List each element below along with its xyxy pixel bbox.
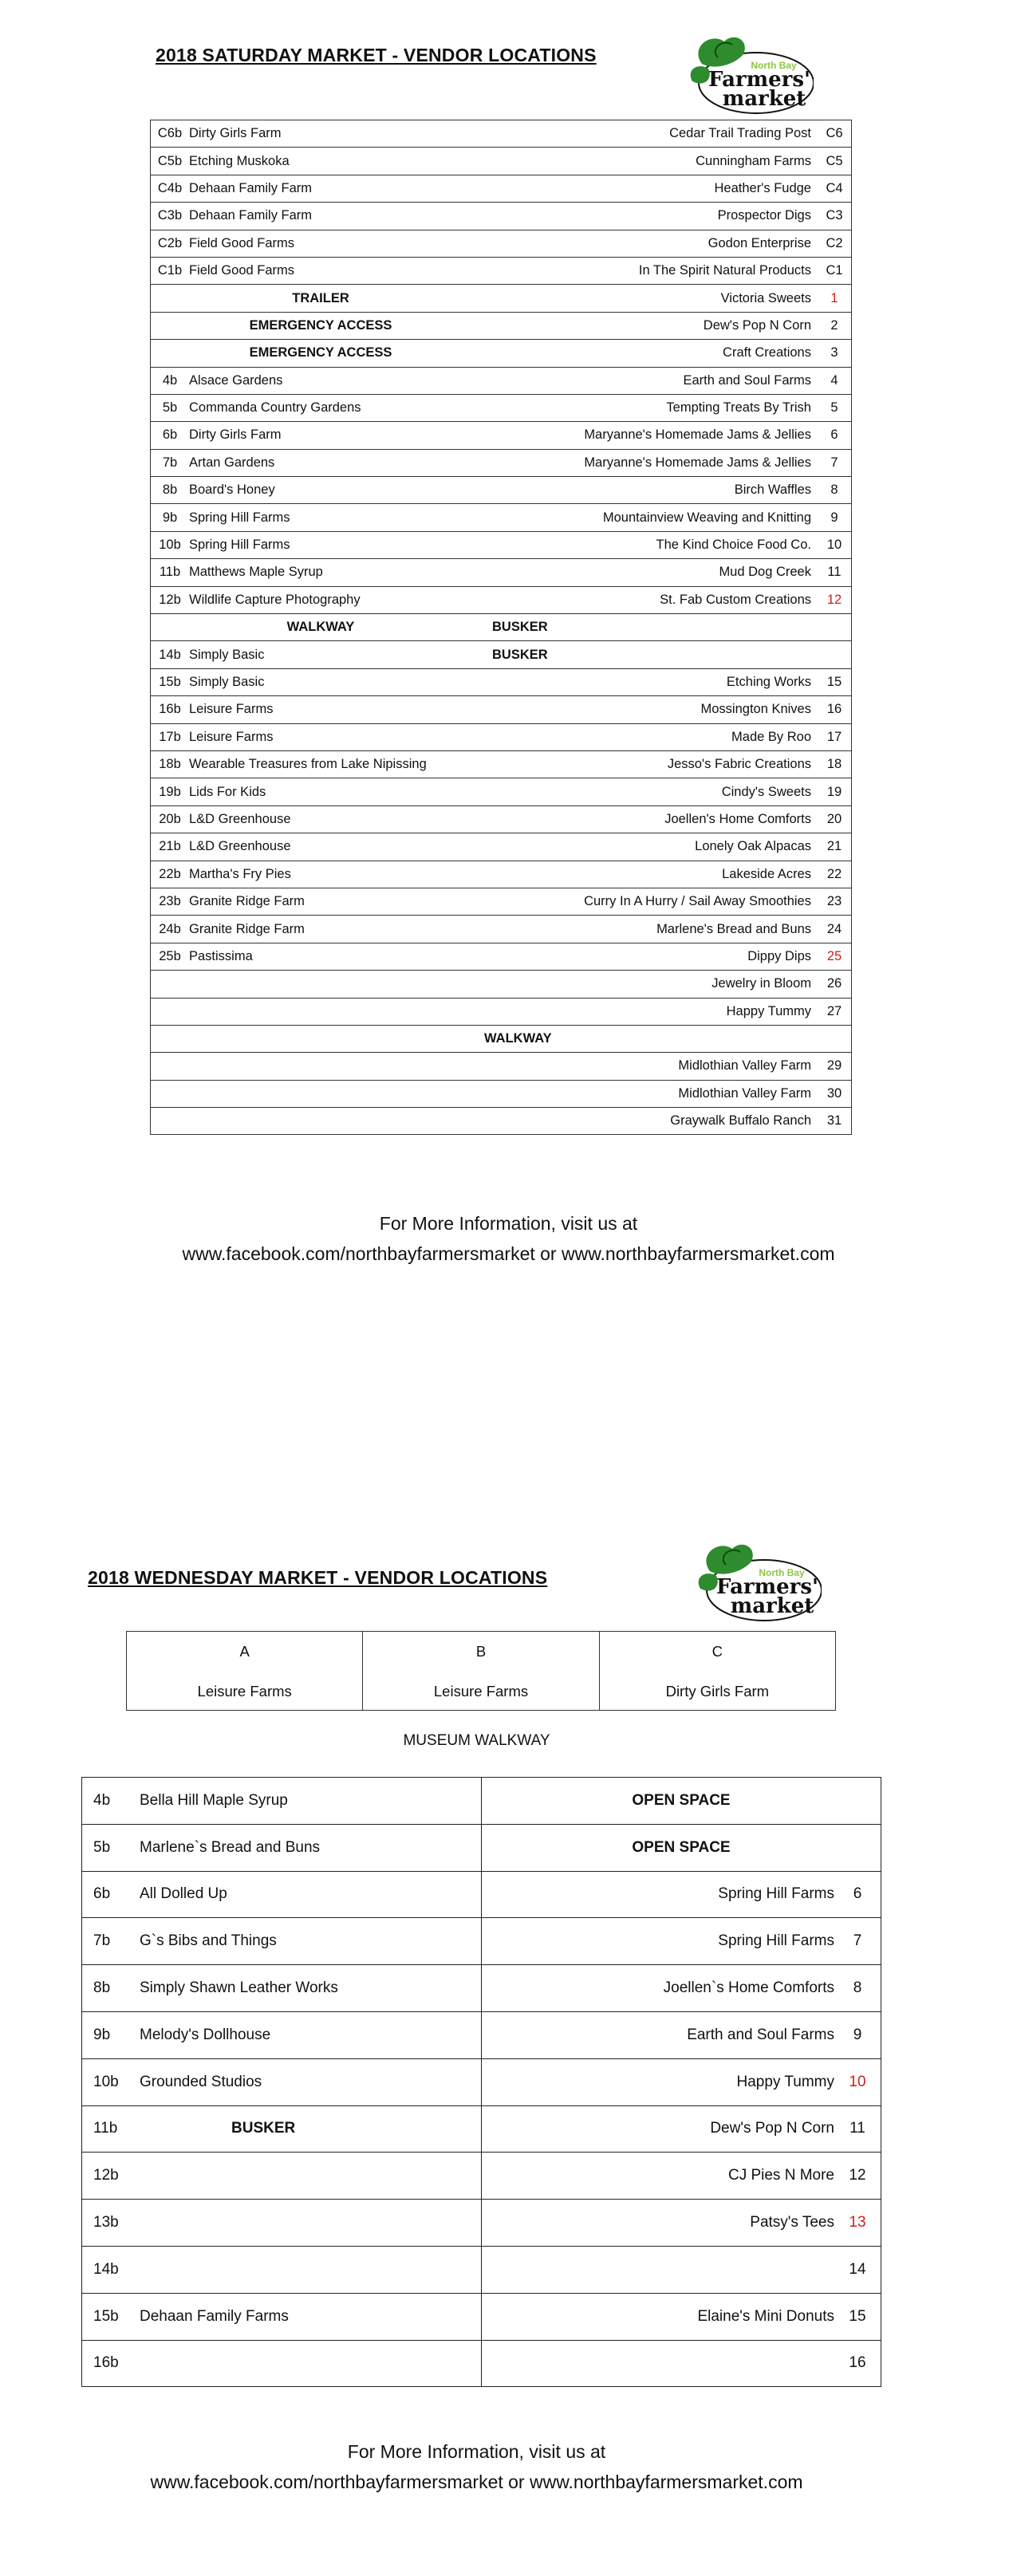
right-vendor-name: Patsy's Tees	[750, 2214, 834, 2231]
logo-line1: North Bay	[751, 60, 797, 71]
table-row	[151, 394, 852, 421]
right-stall-code	[818, 1025, 852, 1052]
right-vendor-name: Jesso's Fabric Creations	[452, 750, 818, 778]
right-vendor-name: Maryanne's Homemade Jams & Jellies	[452, 422, 818, 449]
table-row	[82, 2200, 881, 2247]
left-stall-code: 5b	[151, 394, 190, 421]
saturday-title: 2018 SATURDAY MARKET - VENDOR LOCATIONS	[156, 45, 597, 65]
left-vendor-name: WALKWAY	[189, 614, 452, 641]
left-vendor-name: Dehaan Family Farms	[140, 2307, 289, 2325]
left-vendor-name: Artan Gardens	[189, 449, 452, 476]
left-stall-code	[151, 614, 190, 641]
table-row	[151, 504, 852, 531]
wednesday-logo	[694, 1539, 822, 1627]
abc-vendor: Leisure Farms	[433, 1683, 529, 1700]
table-row	[151, 861, 852, 888]
table-row	[151, 449, 852, 476]
table-row	[151, 805, 852, 833]
left-stall-code: 8b	[93, 1979, 111, 1997]
table-row	[151, 916, 852, 943]
left-stall-code: 19b	[151, 778, 190, 805]
table-row	[82, 2246, 881, 2293]
right-vendor-name: Curry In A Hurry / Sail Away Smoothies	[452, 888, 818, 915]
left-stall-code: 24b	[151, 916, 190, 943]
left-vendor-name: EMERGENCY ACCESS	[189, 312, 452, 339]
left-stall-code: 5b	[93, 1838, 111, 1856]
right-vendor-name: Prospector Digs	[452, 203, 818, 230]
table-row	[151, 120, 852, 148]
right-vendor-name: Dew's Pop N Corn	[452, 312, 818, 339]
right-stall-code: 5	[818, 394, 852, 421]
left-vendor-name	[189, 1053, 452, 1080]
saturday-logo	[686, 32, 814, 120]
left-stall-code	[151, 998, 190, 1025]
right-stall-code: 10	[818, 531, 852, 558]
abc-cell-c	[599, 1632, 835, 1711]
left-stall-code: C4b	[151, 175, 190, 202]
right-stall-code: 12	[849, 2167, 866, 2184]
left-cell	[82, 2058, 482, 2105]
right-stall-code: 17	[818, 723, 852, 750]
left-stall-code: 17b	[151, 723, 190, 750]
left-vendor-name: Pastissima	[189, 943, 452, 970]
table-row	[82, 1778, 881, 1825]
table-row	[151, 971, 852, 998]
abc-header: C	[712, 1643, 723, 1660]
table-row	[82, 1918, 881, 1965]
right-stall-code: 6	[853, 1885, 862, 1903]
right-cell	[482, 1965, 881, 2012]
right-cell	[482, 2153, 881, 2200]
right-cell	[482, 2293, 881, 2340]
wednesday-info	[0, 2436, 985, 2497]
right-stall-code: 7	[853, 1932, 862, 1950]
left-stall-code: 9b	[151, 504, 190, 531]
left-stall-code: 22b	[151, 861, 190, 888]
table-row	[151, 148, 852, 175]
right-vendor-name: Earth and Soul Farms	[452, 367, 818, 394]
left-vendor-name: Dirty Girls Farm	[189, 422, 452, 449]
table-row	[82, 1824, 881, 1871]
right-cell	[482, 2105, 881, 2153]
left-vendor-name: Martha's Fry Pies	[189, 861, 452, 888]
left-stall-code: 16b	[151, 696, 190, 723]
right-vendor-name: Craft Creations	[452, 340, 818, 367]
right-cell	[482, 1824, 881, 1871]
left-stall-code: 16b	[93, 2354, 119, 2372]
table-row	[82, 2105, 881, 2153]
right-cell	[482, 2011, 881, 2058]
left-stall-code: 23b	[151, 888, 190, 915]
left-vendor-name: Wildlife Capture Photography	[189, 586, 452, 613]
left-vendor-name	[189, 998, 452, 1025]
left-vendor-name: L&D Greenhouse	[189, 833, 452, 861]
left-vendor-name: All Dolled Up	[140, 1885, 227, 1903]
table-row	[151, 257, 852, 284]
left-vendor-name: BUSKER	[231, 2120, 296, 2137]
right-vendor-name: Cindy's Sweets	[452, 778, 818, 805]
right-stall-code: 13	[849, 2214, 866, 2231]
left-stall-code: 8b	[151, 477, 190, 504]
right-stall-code: 11	[818, 559, 852, 586]
left-stall-code	[151, 340, 190, 367]
left-vendor-name: Granite Ridge Farm	[189, 888, 452, 915]
right-cell	[482, 2340, 881, 2387]
wednesday-abc-table	[126, 1631, 836, 1711]
left-cell	[82, 1824, 482, 1871]
right-stall-code: 16	[818, 696, 852, 723]
wednesday-vendor-table	[81, 1777, 881, 2387]
right-stall-code: 8	[818, 477, 852, 504]
right-vendor-name: Lakeside Acres	[452, 861, 818, 888]
right-stall-code: C1	[818, 257, 852, 284]
wednesday-title: 2018 WEDNESDAY MARKET - VENDOR LOCATIONS	[88, 1567, 548, 1588]
left-stall-code: C3b	[151, 203, 190, 230]
right-stall-code: 7	[818, 449, 852, 476]
right-stall-code: C5	[818, 148, 852, 175]
right-vendor-name: Made By Roo	[452, 723, 818, 750]
left-vendor-name: Dehaan Family Farm	[189, 203, 452, 230]
table-row	[151, 230, 852, 257]
right-vendor-name: Joellen`s Home Comforts	[663, 1979, 834, 1997]
right-stall-code: 15	[849, 2307, 866, 2325]
saturday-vendor-table	[150, 120, 852, 1135]
left-stall-code: C5b	[151, 148, 190, 175]
right-vendor-name: CJ Pies N More	[727, 2167, 834, 2184]
right-stall-code	[818, 641, 852, 668]
right-stall-code: 9	[853, 2026, 862, 2043]
right-vendor-name: Graywalk Buffalo Ranch	[452, 1108, 818, 1135]
left-vendor-name: Dehaan Family Farm	[189, 175, 452, 202]
right-vendor-name: WALKWAY	[452, 1025, 818, 1052]
right-stall-code	[818, 614, 852, 641]
table-row	[151, 614, 852, 641]
logo-line3: market	[730, 1594, 814, 1618]
table-row	[151, 668, 852, 695]
right-vendor-name: Mud Dog Creek	[452, 559, 818, 586]
right-vendor-name: Mountainview Weaving and Knitting	[452, 504, 818, 531]
left-vendor-name: Alsace Gardens	[189, 367, 452, 394]
right-stall-code: 9	[818, 504, 852, 531]
info-line1: For More Information, visit us at	[347, 2441, 606, 2462]
right-vendor-name: Birch Waffles	[452, 477, 818, 504]
info-line1: For More Information, visit us at	[379, 1213, 638, 1234]
table-row	[82, 1965, 881, 2012]
right-cell	[482, 1918, 881, 1965]
right-stall-code: 16	[849, 2354, 866, 2372]
right-vendor-name: The Kind Choice Food Co.	[452, 531, 818, 558]
abc-cell-b	[363, 1632, 599, 1711]
right-cell	[482, 2058, 881, 2105]
left-vendor-name: Leisure Farms	[189, 723, 452, 750]
right-vendor-name: Midlothian Valley Farm	[452, 1053, 818, 1080]
right-cell	[482, 1871, 881, 1918]
right-stall-code: 11	[849, 2120, 865, 2137]
right-vendor-name: Dippy Dips	[452, 943, 818, 970]
abc-header: A	[239, 1643, 250, 1660]
table-row	[151, 778, 852, 805]
left-stall-code: 18b	[151, 750, 190, 778]
left-stall-code: 6b	[151, 422, 190, 449]
right-stall-code: 8	[853, 1979, 862, 1997]
left-stall-code	[151, 971, 190, 998]
table-row	[151, 477, 852, 504]
left-stall-code: 9b	[93, 2026, 111, 2043]
right-stall-code: 10	[849, 2073, 866, 2090]
left-vendor-name: Spring Hill Farms	[189, 504, 452, 531]
right-vendor-name: BUSKER	[452, 641, 818, 668]
left-vendor-name: Grounded Studios	[140, 2073, 262, 2090]
left-vendor-name: Simply Basic	[189, 641, 452, 668]
left-vendor-name: TRAILER	[189, 285, 452, 312]
left-stall-code: 14b	[93, 2260, 119, 2278]
table-row	[151, 696, 852, 723]
right-stall-code: 4	[818, 367, 852, 394]
right-vendor-name: In The Spirit Natural Products	[452, 257, 818, 284]
right-vendor-name: Midlothian Valley Farm	[452, 1080, 818, 1107]
left-stall-code: 4b	[151, 367, 190, 394]
left-vendor-name: Wearable Treasures from Lake Nipissing	[189, 750, 452, 778]
left-vendor-name	[189, 971, 452, 998]
left-cell	[82, 1871, 482, 1918]
left-stall-code: C2b	[151, 230, 190, 257]
right-vendor-name: Marlene's Bread and Buns	[452, 916, 818, 943]
left-stall-code: 15b	[151, 668, 190, 695]
left-vendor-name: Field Good Farms	[189, 230, 452, 257]
right-stall-code: 20	[818, 805, 852, 833]
left-stall-code: C6b	[151, 120, 190, 148]
left-cell	[82, 2293, 482, 2340]
left-stall-code	[151, 312, 190, 339]
left-vendor-name: Leisure Farms	[189, 696, 452, 723]
left-stall-code: 25b	[151, 943, 190, 970]
left-vendor-name: Simply Basic	[189, 668, 452, 695]
right-stall-code: 22	[818, 861, 852, 888]
right-stall-code: 25	[818, 943, 852, 970]
right-vendor-name: Heather's Fudge	[452, 175, 818, 202]
right-cell	[482, 2246, 881, 2293]
right-vendor-name: Cedar Trail Trading Post	[452, 120, 818, 148]
right-vendor-name: Happy Tummy	[736, 2073, 834, 2090]
right-stall-code: 23	[818, 888, 852, 915]
table-row	[151, 833, 852, 861]
left-cell	[82, 2011, 482, 2058]
left-vendor-name: Dirty Girls Farm	[189, 120, 452, 148]
left-stall-code: 15b	[93, 2307, 119, 2325]
abc-header: B	[475, 1643, 487, 1660]
right-stall-code: C6	[818, 120, 852, 148]
saturday-info	[0, 1208, 1017, 1269]
right-stall-code: 31	[818, 1108, 852, 1135]
info-line2: www.facebook.com/northbayfarmersmarket or www.northbayfarmersmarket.com	[150, 2472, 803, 2492]
right-vendor-name: Dew's Pop N Corn	[710, 2120, 834, 2137]
left-stall-code: 12b	[93, 2167, 119, 2184]
left-vendor-name: Melody's Dollhouse	[140, 2026, 271, 2043]
left-vendor-name: Matthews Maple Syrup	[189, 559, 452, 586]
logo-line3: market	[722, 87, 806, 111]
table-row	[82, 2153, 881, 2200]
left-vendor-name: Bella Hill Maple Syrup	[140, 1791, 288, 1809]
right-stall-code: C3	[818, 203, 852, 230]
table-row	[151, 367, 852, 394]
right-stall-code: 14	[849, 2260, 866, 2278]
logo-line2: Farmers'	[708, 68, 810, 92]
left-stall-code: 11b	[151, 559, 190, 586]
info-line2: www.facebook.com/northbayfarmersmarket or www.northbayfarmersmarket.com	[182, 1243, 835, 1264]
left-stall-code	[151, 1025, 190, 1052]
table-row	[151, 312, 852, 339]
table-row	[82, 2293, 881, 2340]
left-vendor-name: Board's Honey	[189, 477, 452, 504]
right-cell	[482, 1778, 881, 1825]
table-row	[151, 531, 852, 558]
left-vendor-name: Granite Ridge Farm	[189, 916, 452, 943]
right-stall-code: C4	[818, 175, 852, 202]
left-stall-code	[151, 1108, 190, 1135]
table-row	[151, 1053, 852, 1080]
right-vendor-name: Etching Works	[452, 668, 818, 695]
right-stall-code: 19	[818, 778, 852, 805]
left-stall-code: C1b	[151, 257, 190, 284]
left-vendor-name: L&D Greenhouse	[189, 805, 452, 833]
left-cell	[82, 1918, 482, 1965]
left-cell	[82, 2105, 482, 2153]
right-stall-code: 3	[818, 340, 852, 367]
left-vendor-name: Lids For Kids	[189, 778, 452, 805]
table-row	[82, 2340, 881, 2387]
abc-vendor: Leisure Farms	[197, 1683, 292, 1700]
table-row	[151, 203, 852, 230]
left-cell	[82, 1778, 482, 1825]
logo-line1: North Bay	[759, 1567, 805, 1578]
museum-walkway-label: MUSEUM WALKWAY	[403, 1732, 550, 1749]
right-stall-code: 6	[818, 422, 852, 449]
left-stall-code: 7b	[151, 449, 190, 476]
right-stall-code: 27	[818, 998, 852, 1025]
right-vendor-name: Spring Hill Farms	[718, 1932, 834, 1950]
left-stall-code	[151, 285, 190, 312]
left-vendor-name	[189, 1108, 452, 1135]
left-stall-code: 21b	[151, 833, 190, 861]
table-row	[151, 750, 852, 778]
left-vendor-name	[189, 1025, 452, 1052]
table-row	[151, 1108, 852, 1135]
right-stall-code: 2	[818, 312, 852, 339]
right-vendor-name: BUSKER	[452, 614, 818, 641]
table-row	[151, 285, 852, 312]
right-stall-code: 18	[818, 750, 852, 778]
table-row	[82, 1871, 881, 1918]
table-row	[151, 1080, 852, 1107]
abc-vendor: Dirty Girls Farm	[665, 1683, 770, 1700]
right-stall-code: 24	[818, 916, 852, 943]
table-row	[151, 586, 852, 613]
right-vendor-name: Mossington Knives	[452, 696, 818, 723]
left-stall-code: 6b	[93, 1885, 111, 1903]
left-vendor-name: Simply Shawn Leather Works	[140, 1979, 338, 1997]
table-row	[151, 422, 852, 449]
table-row	[151, 1025, 852, 1052]
right-stall-code: 12	[818, 586, 852, 613]
right-vendor-name: Maryanne's Homemade Jams & Jellies	[452, 449, 818, 476]
left-stall-code: 13b	[93, 2214, 119, 2231]
left-vendor-name: Spring Hill Farms	[189, 531, 452, 558]
left-stall-code: 10b	[93, 2073, 119, 2090]
right-vendor-name: Happy Tummy	[452, 998, 818, 1025]
right-vendor-name: Lonely Oak Alpacas	[452, 833, 818, 861]
right-vendor-name: Cunningham Farms	[452, 148, 818, 175]
table-row	[151, 340, 852, 367]
left-stall-code: 7b	[93, 1932, 111, 1950]
left-vendor-name: Commanda Country Gardens	[189, 394, 452, 421]
right-cell	[482, 2200, 881, 2247]
right-vendor-name: Jewelry in Bloom	[452, 971, 818, 998]
left-vendor-name: Field Good Farms	[189, 257, 452, 284]
left-stall-code: 12b	[151, 586, 190, 613]
right-stall-code: 21	[818, 833, 852, 861]
right-vendor-name: Spring Hill Farms	[718, 1885, 834, 1903]
table-row	[151, 943, 852, 970]
table-row	[151, 998, 852, 1025]
right-vendor-name: Tempting Treats By Trish	[452, 394, 818, 421]
right-vendor-name: OPEN SPACE	[632, 1791, 731, 1809]
left-stall-code: 20b	[151, 805, 190, 833]
left-cell	[82, 2246, 482, 2293]
left-cell	[82, 2340, 482, 2387]
table-row	[82, 2058, 881, 2105]
left-stall-code: 14b	[151, 641, 190, 668]
right-stall-code: 15	[818, 668, 852, 695]
left-stall-code	[151, 1053, 190, 1080]
left-vendor-name: G`s Bibs and Things	[140, 1932, 277, 1950]
right-vendor-name: OPEN SPACE	[632, 1838, 731, 1856]
right-vendor-name: Elaine's Mini Donuts	[697, 2307, 834, 2325]
right-stall-code: C2	[818, 230, 852, 257]
right-vendor-name: Victoria Sweets	[452, 285, 818, 312]
left-vendor-name: Etching Muskoka	[189, 148, 452, 175]
right-stall-code: 30	[818, 1080, 852, 1107]
logo-line2: Farmers'	[716, 1575, 818, 1599]
table-row	[82, 2011, 881, 2058]
right-vendor-name: Godon Enterprise	[452, 230, 818, 257]
left-cell	[82, 2153, 482, 2200]
table-row	[151, 641, 852, 668]
right-vendor-name: St. Fab Custom Creations	[452, 586, 818, 613]
left-cell	[82, 2200, 482, 2247]
right-stall-code: 26	[818, 971, 852, 998]
table-row	[151, 175, 852, 202]
table-row	[151, 888, 852, 915]
right-vendor-name: Earth and Soul Farms	[687, 2026, 834, 2043]
right-stall-code: 1	[818, 285, 852, 312]
right-vendor-name: Joellen's Home Comforts	[452, 805, 818, 833]
table-row	[151, 723, 852, 750]
left-vendor-name: EMERGENCY ACCESS	[189, 340, 452, 367]
left-stall-code: 10b	[151, 531, 190, 558]
left-cell	[82, 1965, 482, 2012]
left-stall-code: 4b	[93, 1791, 111, 1809]
abc-cell-a	[127, 1632, 363, 1711]
right-stall-code: 29	[818, 1053, 852, 1080]
left-stall-code: 11b	[93, 2120, 118, 2137]
table-row	[151, 559, 852, 586]
left-vendor-name: Marlene`s Bread and Buns	[140, 1838, 321, 1856]
left-stall-code	[151, 1080, 190, 1107]
left-vendor-name	[189, 1080, 452, 1107]
